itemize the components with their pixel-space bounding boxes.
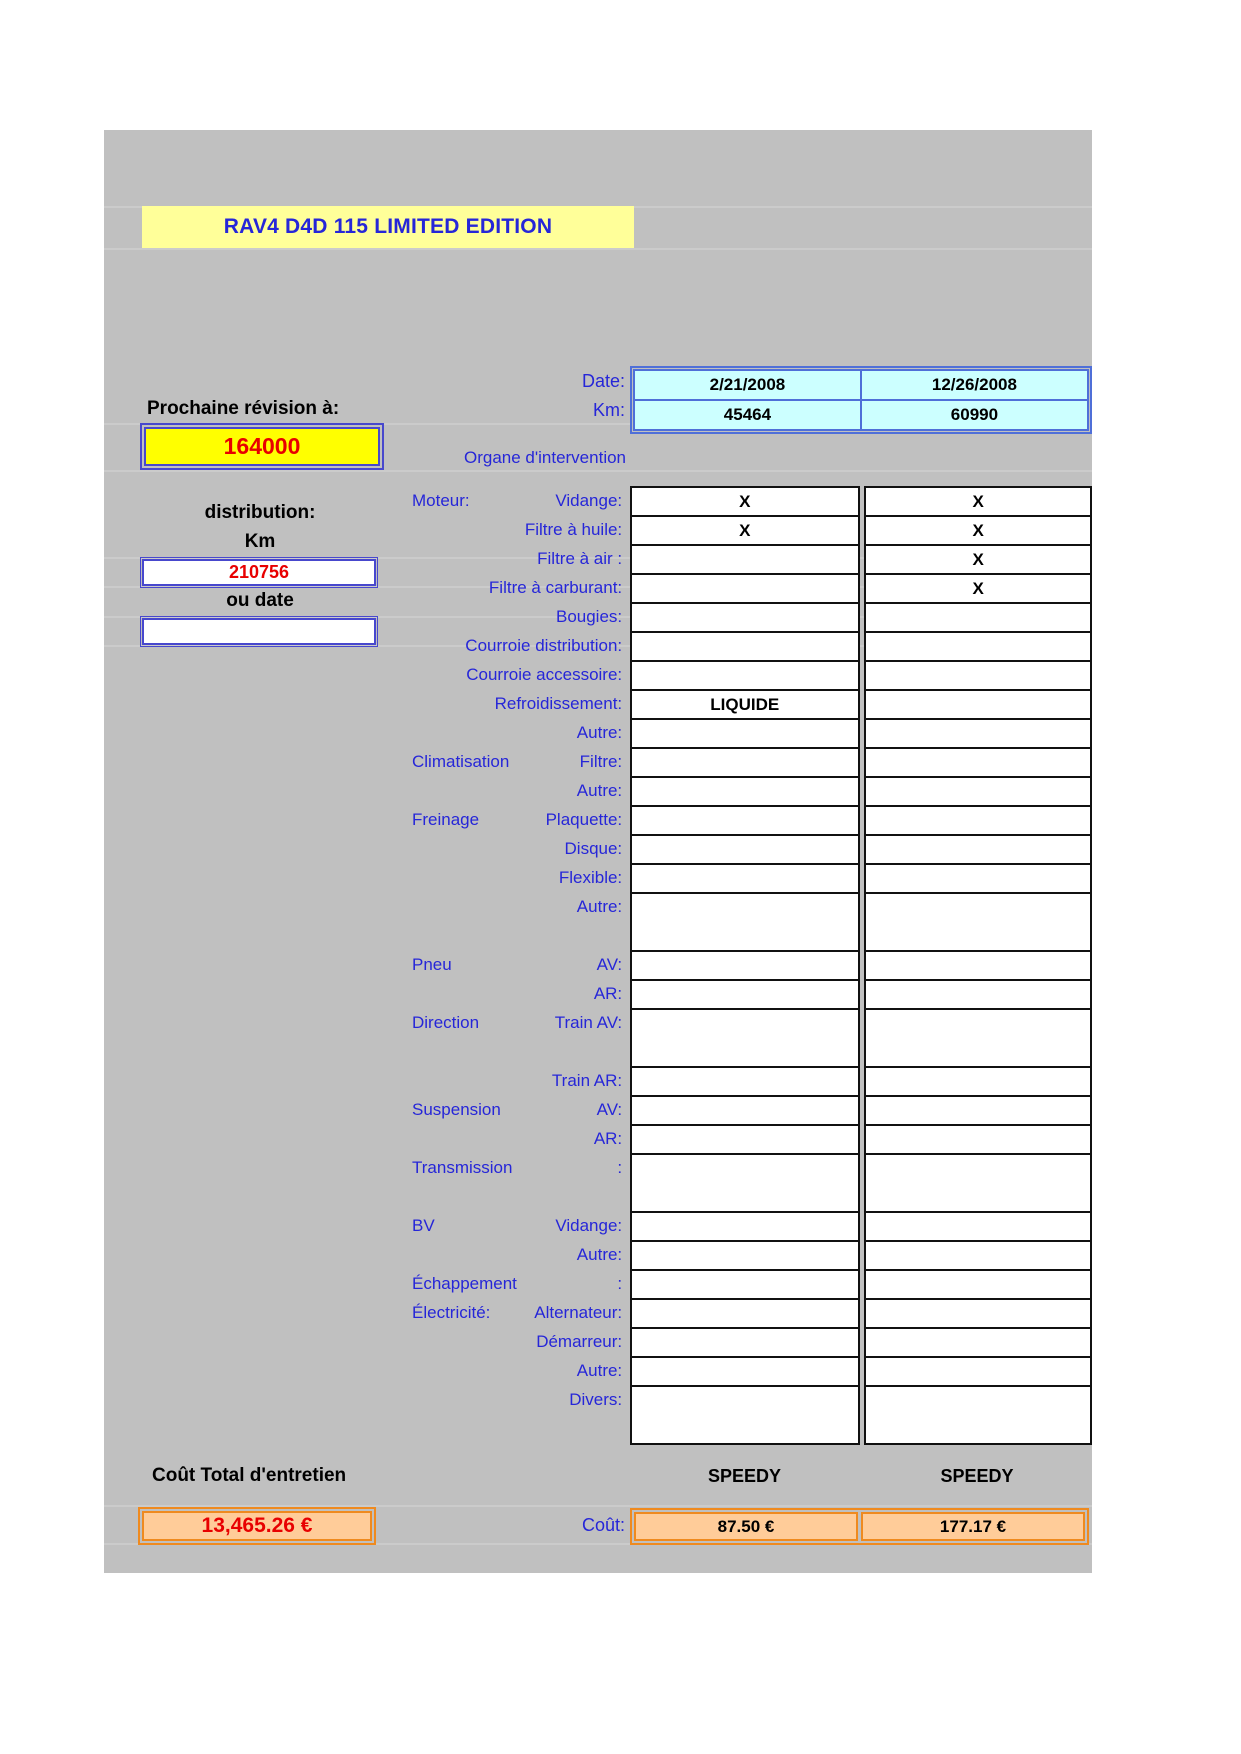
visit2-value-cell[interactable]: X: [865, 545, 1091, 574]
label-spacer: [623, 835, 631, 864]
table-row: [356, 864, 1091, 893]
table-row: [356, 603, 1091, 632]
row-label: [356, 748, 623, 777]
row-sublabel: Courroie accessoire:: [466, 665, 623, 684]
row-label: [356, 1386, 623, 1444]
table-row: [356, 1125, 1091, 1154]
visit1-km-cell[interactable]: 45464: [634, 400, 861, 430]
visit2-value-cell[interactable]: X: [865, 516, 1091, 545]
row-sublabel: Vidange:: [555, 1216, 623, 1235]
gridline: [104, 248, 1092, 250]
label-spacer: [623, 603, 631, 632]
km-row: [634, 400, 1088, 430]
column-gap: [859, 1154, 866, 1212]
table-row: [356, 1009, 1091, 1067]
next-revision-value: 164000: [144, 427, 380, 466]
row-category-label: Électricité:: [412, 1303, 491, 1322]
visit1-value-cell[interactable]: [631, 1212, 859, 1241]
column-gap: [859, 1386, 866, 1444]
label-spacer: [623, 1357, 631, 1386]
row-sublabel: AV:: [596, 1100, 623, 1119]
table-row: [356, 951, 1091, 980]
distribution-km-value-box[interactable]: [140, 557, 378, 588]
column-gap: [859, 1270, 866, 1299]
table-row: [356, 893, 1091, 951]
row-label: [356, 893, 623, 951]
visit1-value-cell[interactable]: [631, 545, 859, 574]
table-row: [356, 1241, 1091, 1270]
visit1-value-cell[interactable]: [631, 1386, 859, 1444]
row-sublabel: Démarreur:: [536, 1332, 623, 1351]
row-sublabel: Autre:: [576, 723, 623, 742]
column-gap: [859, 1357, 866, 1386]
row-label: [356, 1270, 623, 1299]
visit1-value-cell[interactable]: [631, 980, 859, 1009]
intervention-table: [356, 486, 1092, 1445]
label-spacer: [623, 574, 631, 603]
next-revision-value-box[interactable]: [140, 423, 384, 470]
column-gap: [859, 487, 866, 516]
row-label: [356, 1154, 623, 1212]
row-sublabel: :: [617, 1158, 623, 1177]
row-sublabel: Divers:: [569, 1390, 623, 1409]
table-row: [356, 980, 1091, 1009]
distribution-km-label: Km: [244, 531, 276, 552]
visit2-value-cell[interactable]: X: [865, 574, 1091, 603]
column-gap: [859, 748, 866, 777]
row-label: [356, 574, 623, 603]
row-label: [356, 1067, 623, 1096]
visit2-value-cell[interactable]: [865, 632, 1091, 661]
row-sublabel: Autre:: [576, 1361, 623, 1380]
row-label: [356, 1212, 623, 1241]
column-gap: [859, 690, 866, 719]
visit1-value-cell[interactable]: [631, 951, 859, 980]
km-label: Km:: [592, 400, 625, 420]
table-row: [356, 1154, 1091, 1212]
row-category-label: Transmission: [412, 1158, 513, 1177]
row-sublabel: Filtre à huile:: [524, 520, 623, 539]
label-spacer: [623, 487, 631, 516]
row-sublabel: Filtre à carburant:: [488, 578, 623, 597]
column-gap: [859, 1212, 866, 1241]
visit1-value-cell[interactable]: [631, 719, 859, 748]
row-label: [356, 690, 623, 719]
column-gap: [859, 1299, 866, 1328]
row-label: [356, 980, 623, 1009]
row-category-label: Climatisation: [412, 752, 510, 771]
visit2-value-cell[interactable]: [865, 1357, 1091, 1386]
total-cost-value: 13,465.26 €: [142, 1511, 372, 1541]
visit2-value-cell[interactable]: [865, 719, 1091, 748]
row-label: [356, 545, 623, 574]
column-gap: [859, 951, 866, 980]
label-spacer: [623, 1299, 631, 1328]
visit1-date-cell[interactable]: 2/21/2008: [634, 370, 861, 400]
visit1-value-cell[interactable]: X: [631, 516, 859, 545]
table-row: [356, 516, 1091, 545]
row-label: [356, 632, 623, 661]
visit1-value-cell[interactable]: [631, 1328, 859, 1357]
table-row: [356, 545, 1091, 574]
visit1-value-cell[interactable]: [631, 1357, 859, 1386]
column-gap: [859, 777, 866, 806]
section-label: Organe d'intervention: [463, 448, 626, 467]
total-cost-box[interactable]: [138, 1507, 376, 1545]
date-label: Date:: [581, 371, 625, 391]
visit2-value-cell[interactable]: [865, 1067, 1091, 1096]
row-category-label: Suspension: [412, 1100, 501, 1119]
row-label: [356, 864, 623, 893]
visit2-value-cell[interactable]: [865, 1154, 1091, 1212]
table-row: [356, 632, 1091, 661]
distribution-label: distribution:: [204, 502, 316, 523]
date-row: [634, 370, 1088, 400]
table-row: [356, 661, 1091, 690]
label-spacer: [623, 632, 631, 661]
table-row: [356, 1328, 1091, 1357]
visit2-value-cell[interactable]: [865, 1270, 1091, 1299]
label-spacer: [623, 719, 631, 748]
row-sublabel: Filtre:: [579, 752, 623, 771]
visit1-value-cell[interactable]: [631, 835, 859, 864]
column-gap: [859, 1241, 866, 1270]
table-row: [356, 777, 1091, 806]
row-sublabel: Disque:: [564, 839, 623, 858]
garage-name-1: SPEEDY: [707, 1466, 782, 1486]
row-label: [356, 1009, 623, 1067]
visit2-value-cell[interactable]: X: [865, 487, 1091, 516]
column-gap: [859, 864, 866, 893]
label-spacer: [623, 1212, 631, 1241]
row-label: [356, 806, 623, 835]
total-cost-label: Coût Total d'entretien: [152, 1465, 347, 1486]
column-gap: [859, 893, 866, 951]
column-gap: [859, 835, 866, 864]
visit1-value-cell[interactable]: [631, 632, 859, 661]
row-label: [356, 719, 623, 748]
visit2-value-cell[interactable]: [865, 690, 1091, 719]
visit1-value-cell[interactable]: [631, 806, 859, 835]
column-gap: [859, 1125, 866, 1154]
visit1-cost-cell[interactable]: 87.50 €: [634, 1512, 858, 1541]
visit2-value-cell[interactable]: [865, 893, 1091, 951]
visit2-value-cell[interactable]: [865, 748, 1091, 777]
row-label: [356, 835, 623, 864]
row-category-label: Moteur:: [412, 491, 470, 510]
visit2-value-cell[interactable]: [865, 603, 1091, 632]
visit2-value-cell[interactable]: [865, 1096, 1091, 1125]
label-spacer: [623, 893, 631, 951]
visit1-value-cell[interactable]: [631, 1009, 859, 1067]
row-category-label: BV: [412, 1216, 435, 1235]
visit2-value-cell[interactable]: [865, 1386, 1091, 1444]
visit1-value-cell[interactable]: [631, 603, 859, 632]
column-gap: [859, 806, 866, 835]
row-label: [356, 777, 623, 806]
row-label: [356, 1357, 623, 1386]
visit2-value-cell[interactable]: [865, 1125, 1091, 1154]
row-sublabel: Filtre à air :: [537, 549, 623, 568]
row-category-label: Freinage: [412, 810, 480, 829]
visit2-value-cell[interactable]: [865, 661, 1091, 690]
column-gap: [859, 516, 866, 545]
visit1-value-cell[interactable]: [631, 777, 859, 806]
visit2-value-cell[interactable]: [865, 864, 1091, 893]
row-category-label: Pneu: [412, 955, 452, 974]
garage-name-2: SPEEDY: [940, 1466, 1014, 1486]
column-gap: [859, 1009, 866, 1067]
or-date-value: [142, 618, 376, 645]
visit1-value-cell[interactable]: [631, 1154, 859, 1212]
or-date-value-box[interactable]: [140, 616, 378, 647]
visit2-value-cell[interactable]: [865, 1328, 1091, 1357]
label-spacer: [623, 1096, 631, 1125]
table-row: [356, 1096, 1091, 1125]
visit2-value-cell[interactable]: [865, 777, 1091, 806]
visit1-value-cell[interactable]: [631, 1241, 859, 1270]
table-row: [356, 1299, 1091, 1328]
visit2-km-cell[interactable]: 60990: [861, 400, 1088, 430]
or-date-label: ou date: [226, 590, 294, 611]
row-category-label: Échappement: [412, 1274, 517, 1293]
label-spacer: [623, 806, 631, 835]
table-row: [356, 690, 1091, 719]
visit2-value-cell[interactable]: [865, 1009, 1091, 1067]
row-sublabel: Courroie distribution:: [465, 636, 623, 655]
visit2-value-cell[interactable]: [865, 806, 1091, 835]
label-spacer: [623, 777, 631, 806]
gridline: [104, 470, 1092, 472]
column-gap: [859, 719, 866, 748]
visit2-date-cell[interactable]: 12/26/2008: [861, 370, 1088, 400]
column-gap: [859, 603, 866, 632]
visit1-value-cell[interactable]: [631, 574, 859, 603]
row-sublabel: Train AR:: [551, 1071, 623, 1090]
visit2-value-cell[interactable]: [865, 835, 1091, 864]
visit1-value-cell[interactable]: [631, 661, 859, 690]
label-spacer: [623, 545, 631, 574]
row-label: [356, 1328, 623, 1357]
row-label: [356, 1241, 623, 1270]
table-row: [356, 1357, 1091, 1386]
label-spacer: [623, 864, 631, 893]
row-label: [356, 1096, 623, 1125]
label-spacer: [623, 1154, 631, 1212]
row-sublabel: Plaquette:: [545, 810, 623, 829]
visit1-value-cell[interactable]: [631, 1270, 859, 1299]
label-spacer: [623, 690, 631, 719]
label-spacer: [623, 1125, 631, 1154]
visit1-value-cell[interactable]: [631, 1067, 859, 1096]
visit2-value-cell[interactable]: [865, 951, 1091, 980]
visit2-value-cell[interactable]: [865, 1299, 1091, 1328]
visit1-value-cell[interactable]: LIQUIDE: [631, 690, 859, 719]
row-sublabel: AR:: [593, 984, 623, 1003]
visit1-value-cell[interactable]: [631, 1125, 859, 1154]
column-gap: [859, 1328, 866, 1357]
table-row: [356, 487, 1091, 516]
row-sublabel: Refroidissement:: [494, 694, 623, 713]
table-row: [356, 1270, 1091, 1299]
column-gap: [859, 545, 866, 574]
next-revision-label: Prochaine révision à:: [147, 398, 340, 419]
row-label: [356, 1299, 623, 1328]
row-sublabel: Train AV:: [554, 1013, 623, 1032]
row-label: [356, 516, 623, 545]
label-spacer: [623, 1386, 631, 1444]
label-spacer: [623, 661, 631, 690]
cost-label: Coût:: [581, 1515, 625, 1535]
label-spacer: [623, 1067, 631, 1096]
label-spacer: [623, 1241, 631, 1270]
visit-header-table: [633, 369, 1089, 431]
table-row: [356, 748, 1091, 777]
table-row: [356, 1386, 1091, 1444]
distribution-km-value: 210756: [142, 559, 376, 586]
row-label: [356, 661, 623, 690]
visit-header-box: [630, 366, 1092, 434]
table-row: [356, 719, 1091, 748]
visit1-value-cell[interactable]: [631, 893, 859, 951]
row-label: [356, 1125, 623, 1154]
label-spacer: [623, 980, 631, 1009]
column-gap: [859, 980, 866, 1009]
visit2-value-cell[interactable]: [865, 980, 1091, 1009]
column-gap: [859, 632, 866, 661]
table-row: [356, 574, 1091, 603]
row-sublabel: Autre:: [576, 1245, 623, 1264]
visit1-value-cell[interactable]: [631, 748, 859, 777]
row-sublabel: Alternateur:: [534, 1303, 623, 1322]
table-row: [356, 1212, 1091, 1241]
row-sublabel: Autre:: [576, 781, 623, 800]
label-spacer: [623, 1270, 631, 1299]
column-gap: [859, 574, 866, 603]
visit1-value-cell[interactable]: [631, 1096, 859, 1125]
table-row: [356, 835, 1091, 864]
table-row: [356, 1067, 1091, 1096]
row-label: [356, 603, 623, 632]
row-sublabel: Autre:: [576, 897, 623, 916]
label-spacer: [623, 516, 631, 545]
label-spacer: [623, 1009, 631, 1067]
vehicle-title: RAV4 D4D 115 LIMITED EDITION: [223, 215, 553, 238]
label-spacer: [623, 748, 631, 777]
visit1-value-cell[interactable]: [631, 864, 859, 893]
visit2-cost-cell[interactable]: 177.17 €: [861, 1512, 1085, 1541]
spreadsheet-area: [104, 130, 1092, 1573]
row-label: [356, 487, 623, 516]
row-category-label: Direction: [412, 1013, 480, 1032]
row-sublabel: AV:: [596, 955, 623, 974]
row-sublabel: Vidange:: [555, 491, 623, 510]
row-sublabel: :: [617, 1274, 623, 1293]
column-gap: [859, 1067, 866, 1096]
vehicle-title-banner: [142, 206, 634, 248]
visit2-value-cell[interactable]: [865, 1212, 1091, 1241]
visit-costs-box: [630, 1508, 1089, 1545]
label-spacer: [623, 1328, 631, 1357]
visit1-value-cell[interactable]: [631, 1299, 859, 1328]
visit1-value-cell[interactable]: X: [631, 487, 859, 516]
label-spacer: [623, 951, 631, 980]
visit2-value-cell[interactable]: [865, 1241, 1091, 1270]
table-row: [356, 806, 1091, 835]
column-gap: [859, 1096, 866, 1125]
row-sublabel: Flexible:: [558, 868, 623, 887]
row-label: [356, 951, 623, 980]
row-sublabel: AR:: [593, 1129, 623, 1148]
row-sublabel: Bougies:: [555, 607, 623, 626]
column-gap: [859, 661, 866, 690]
